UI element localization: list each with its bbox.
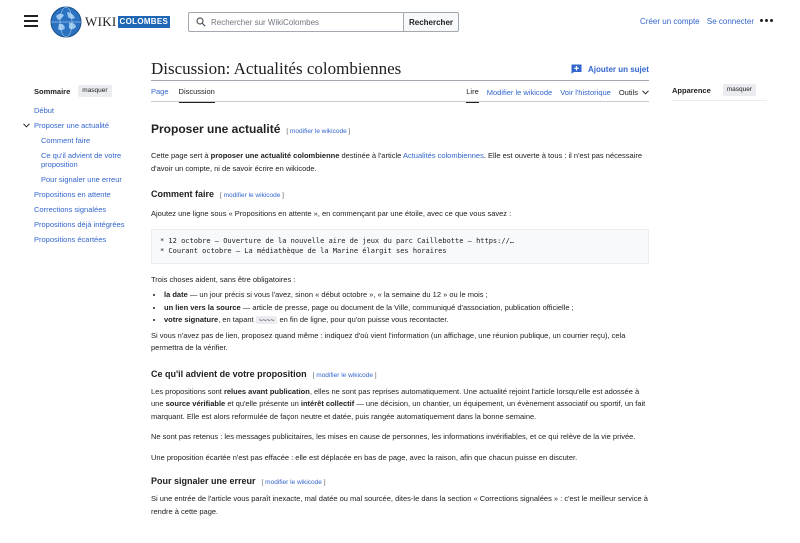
text-bold: la date xyxy=(164,290,188,299)
toc-item-advient[interactable]: Ce qu'il advient de votre proposition xyxy=(41,151,122,169)
paragraph-errors: Si une entrée de l'article vous paraît inexacte, mal datée ou mal sourcée, dites-le dans la section « Corrections signalées » : c'est le meilleur service à rendre à cette page. xyxy=(151,494,648,516)
tabs-divider xyxy=(151,101,649,102)
tab-page[interactable]: Page xyxy=(151,87,169,96)
chevron-down-icon[interactable] xyxy=(23,123,30,128)
paragraph-intro xyxy=(151,150,649,175)
paragraph-rejected-types: Ne sont pas retenus : les messages publicitaires, les mises en cause de personnes, les informations invérifiables, et ce qui relève de la vie privée. xyxy=(151,432,636,441)
user-links xyxy=(635,17,754,26)
text: — article de presse, page ou document de la Ville, communiqué d'association, publication officielle ; xyxy=(240,302,574,312)
search-icon xyxy=(196,17,206,27)
text-bold: source vérifiable xyxy=(165,399,226,408)
text-bold: relues avant publication xyxy=(223,386,310,396)
text-bold: votre signature xyxy=(164,315,219,324)
login-link[interactable]: Se connecter xyxy=(706,17,754,26)
edit-section-link[interactable]: [ modifier le wikicode ] xyxy=(220,192,284,199)
text: , en tapant xyxy=(218,315,256,324)
chevron-down-icon xyxy=(642,90,649,95)
toc-item-en-attente[interactable]: Propositions en attente xyxy=(34,190,111,199)
heading-advient-text: Ce qu'il advient de votre proposition xyxy=(151,368,307,379)
tab-read[interactable]: Lire xyxy=(466,87,479,103)
appearance-title: Apparence xyxy=(672,85,711,95)
list-item xyxy=(164,314,649,327)
edit-section-label[interactable]: modifier le wikicode xyxy=(316,371,373,379)
title-divider xyxy=(151,80,649,81)
tools-label: Outils xyxy=(618,88,638,97)
text: — un jour précis si vous l'avez, sinon « début octobre », « la semaine du 12 » ou le mois ; xyxy=(187,290,488,299)
appearance-hide-button[interactable]: masquer xyxy=(723,84,756,96)
paragraph-tips: Trois choses aident, sans être obligatoires : xyxy=(151,274,296,284)
tips-list xyxy=(151,289,649,327)
create-account-link[interactable]: Créer un compte xyxy=(640,17,700,26)
toc-item-signaler[interactable]: Pour signaler une erreur xyxy=(41,175,122,184)
toc-item-corrections[interactable]: Corrections signalées xyxy=(34,205,107,214)
site-wordmark[interactable] xyxy=(85,15,170,29)
table-of-contents xyxy=(34,84,139,250)
search-input[interactable] xyxy=(211,13,401,31)
tilde-code: ~~~~ xyxy=(256,316,278,324)
text-bold: proposer une actualité colombienne xyxy=(210,151,340,160)
edit-section-label[interactable]: modifier le wikicode xyxy=(265,479,322,486)
tools-menu[interactable] xyxy=(619,88,649,102)
tab-discussion[interactable]: Discussion xyxy=(179,87,215,103)
edit-section-link[interactable]: [ modifier le wikicode ] xyxy=(312,371,377,379)
text: Cette page sert à xyxy=(151,151,211,160)
heading-comment-faire-text: Comment faire xyxy=(151,189,215,199)
toc-item-debut[interactable]: Début xyxy=(34,106,55,115)
search-box xyxy=(188,12,404,32)
heading-proposer xyxy=(151,121,649,140)
page-content xyxy=(151,121,649,518)
paragraph-review xyxy=(151,386,649,424)
add-topic-icon xyxy=(571,64,582,74)
site-header xyxy=(0,0,800,44)
edit-section-link[interactable]: [ modifier le wikicode ] xyxy=(261,479,326,486)
tab-history[interactable]: Voir l'historique xyxy=(560,88,611,97)
heading-proposer-text: Proposer une actualité xyxy=(151,122,281,136)
appearance-divider xyxy=(672,100,767,101)
text: destinée à l'article xyxy=(339,151,403,160)
edit-section-link[interactable]: [ modifier le wikicode ] xyxy=(286,128,351,135)
text: , elles ne sont pas reprises automatiquement. Une actualité rejoint l'article lorsqu'elle est adossée à une xyxy=(151,386,640,408)
add-topic-label: Ajouter un sujet xyxy=(588,64,649,74)
edit-section-label[interactable]: modifier le wikicode xyxy=(290,128,347,135)
toc-item-integrees[interactable]: Propositions déjà intégrées xyxy=(34,220,125,229)
heading-advient xyxy=(151,368,649,382)
toc-item-ecartees[interactable]: Propositions écartées xyxy=(34,235,107,244)
text: et qu'elle présente un xyxy=(225,399,301,408)
text: Les propositions sont xyxy=(151,386,224,396)
text: en fin de ligne, pour qu'on puisse vous recontacter. xyxy=(277,315,449,324)
paragraph-no-link: Si vous n'avez pas de lien, proposez quand même : indiquez d'où vient l'information (un affichage, une réunion publique, un courrier reçu), cela permettra de la vérifier. xyxy=(151,330,626,352)
page-title: Discussion: Actualités colombiennes xyxy=(151,59,402,78)
paragraph-instructions: Ajoutez une ligne sous « Propositions en attente », en commençant par une étoile, avec ce que vous savez : xyxy=(151,209,512,218)
toc-header xyxy=(34,84,139,98)
code-line: * 12 octobre — Ouverture de la nouvelle aire de jeux du parc Caillebotte — https://… xyxy=(160,236,515,245)
text-bold: un lien vers la source xyxy=(164,302,241,312)
code-example xyxy=(151,229,649,264)
menu-icon[interactable] xyxy=(24,15,38,27)
more-icon[interactable] xyxy=(760,19,773,22)
search-button[interactable]: Rechercher xyxy=(403,12,459,32)
tab-edit-source[interactable]: Modifier le wikicode xyxy=(486,88,553,97)
heading-signaler xyxy=(151,475,649,489)
edit-section-label[interactable]: modifier le wikicode xyxy=(223,192,281,199)
code-line: * Courant octobre — La médiathèque de la Marine élargit ses horaires xyxy=(160,247,447,255)
wordmark-wiki: WIKI xyxy=(85,14,117,29)
paragraph-rejected-kept: Une proposition écartée n'est pas effacée : elle est déplacée en bas de page, avec la raison, afin que chacun puisse en discuter. xyxy=(151,452,578,462)
add-topic-button[interactable] xyxy=(571,64,649,74)
article-link[interactable]: Actualités colombiennes xyxy=(402,151,484,160)
heading-comment-faire xyxy=(151,188,649,202)
list-item xyxy=(164,289,649,302)
toc-item-proposer[interactable] xyxy=(34,121,139,130)
text-bold: intérêt collectif xyxy=(300,399,355,408)
text: — une décision, un chantier, un équipement, un évènement associatif ou sportif, un fait marquant. Elle est alors reformulée de façon neutre et datée, puis rangée automatiquement dans la bonne semaine. xyxy=(151,399,646,421)
wordmark-colombes: COLOMBES xyxy=(119,17,169,26)
list-item xyxy=(164,302,649,315)
heading-signaler-text: Pour signaler une erreur xyxy=(151,476,256,486)
toc-item-comment-faire[interactable]: Comment faire xyxy=(41,136,91,145)
toc-title: Sommaire xyxy=(34,86,71,96)
globe-logo-icon[interactable] xyxy=(50,6,82,38)
text: . Elle est ouverte à tous : il n'est pas nécessaire d'avoir un compte, ni de savoir écrire en wikicode. xyxy=(151,151,643,173)
toc-item-label: Proposer une actualité xyxy=(34,121,110,130)
toc-hide-button[interactable]: masquer xyxy=(78,85,111,97)
appearance-panel xyxy=(672,84,756,96)
